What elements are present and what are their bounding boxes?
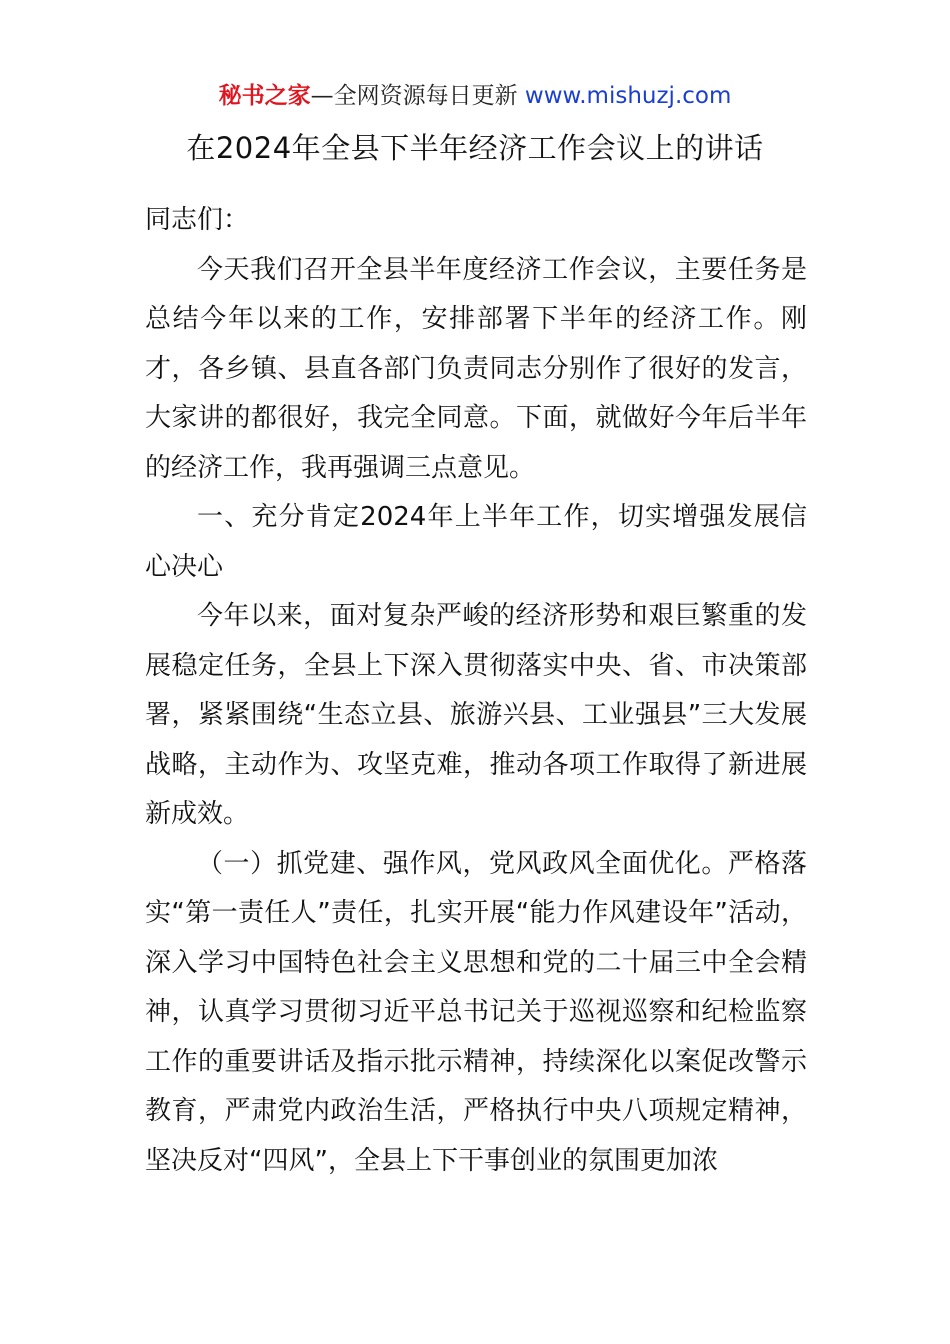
salutation: 同志们： [145, 205, 250, 235]
section-heading-1: 一、充分肯定2024年上半年工作，切实增强发展信心决心 [145, 502, 807, 582]
paragraph-overview: 今年以来，面对复杂严峻的经济形势和艰巨繁重的发展稳定任务，全县上下深入贯彻落实中央、省、市决策部署，紧紧围绕“生态立县、旅游兴县、工业强县”三大发展战略，主动作为、攻坚克难，推动各项工作取得了新进展新成效。 [145, 601, 807, 829]
site-brand: 秘书之家 [218, 83, 311, 109]
paragraph-subsection-1: （一）抓党建、强作风，党风政风全面优化。严格落实“第一责任人”责任，扎实开展“能力作风建设年”活动，深入学习中国特色社会主义思想和党的二十届三中全会精神，认真学习贯彻习近平总书记关于巡视巡察和纪检监察工作的重要讲话及指示批示精神，持续深化以案促改警示教育，严肃党内政治生活，严格执行中央八项规定精神，坚决反对“四风”，全县上下干事创业的氛围更加浓 [145, 848, 807, 1176]
paragraph-intro: 今天我们召开全县半年度经济工作会议，主要任务是总结今年以来的工作，安排部署下半年的经济工作。刚才，各乡镇、县直各部门负责同志分别作了很好的发言，大家讲的都很好，我完全同意。下面，就做好今年后半年的经济工作，我再强调三点意见。 [145, 254, 807, 483]
site-tagline: —全网资源每日更新 [310, 83, 518, 109]
document-body [145, 196, 807, 1186]
site-url-link[interactable]: www.mishuzj.com [524, 83, 732, 109]
document-title: 在2024年全县下半年经济工作会议上的讲话 [186, 131, 764, 165]
site-header [0, 80, 950, 112]
